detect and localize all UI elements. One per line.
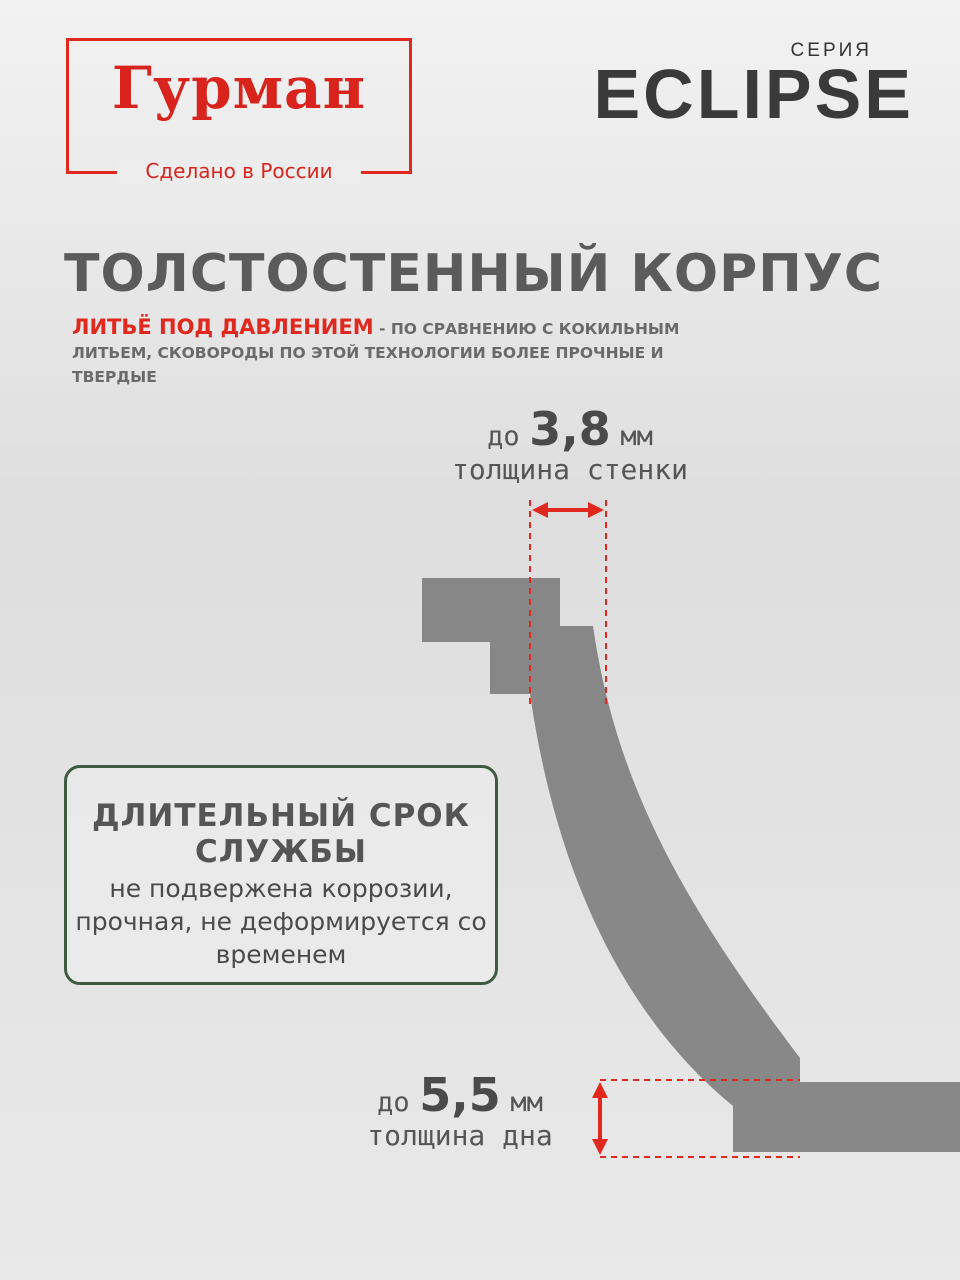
wall-thickness-measure — [410, 404, 730, 485]
bottom-prefix: до — [377, 1087, 410, 1118]
brand-tagline: Сделано в России — [117, 159, 361, 183]
wall-value: 3,8 — [529, 402, 611, 456]
headline: ТОЛСТОСТЕННЫЙ КОРПУС — [64, 244, 883, 304]
series-name: ECLIPSE — [593, 55, 914, 133]
feature-title: ДЛИТЕЛЬНЫЙ СРОК СЛУЖБЫ — [92, 798, 470, 870]
brand-name: Гурман — [111, 54, 367, 122]
intro-accent: ЛИТЬЁ ПОД ДАВЛЕНИЕМ — [72, 315, 374, 339]
bottom-unit: мм — [510, 1087, 543, 1118]
bottom-value: 5,5 — [419, 1068, 501, 1122]
wall-unit: мм — [620, 421, 653, 452]
bottom-thickness-measure — [320, 1070, 600, 1151]
wall-caption: толщина стенки — [451, 452, 688, 486]
intro-text: - ПО СРАВНЕНИЮ С КОКИЛЬНЫМ ЛИТЬЕМ, СКОВОРОДЫ ПО ЭТОЙ ТЕХНОЛОГИИ БОЛЕЕ ПРОЧНЫЕ И ТВЕРДЫЕ — [72, 320, 680, 386]
feature-text: не подвержена коррозии, прочная, не деформируется со временем — [75, 874, 487, 969]
double-arrow-horizontal-icon — [532, 502, 604, 518]
bottom-caption: толщина дна — [367, 1118, 553, 1152]
pan-wall-profile — [422, 578, 960, 1152]
series-label: СЕРИЯ — [790, 40, 872, 61]
feature-box — [64, 765, 498, 985]
wall-prefix: до — [487, 421, 520, 452]
